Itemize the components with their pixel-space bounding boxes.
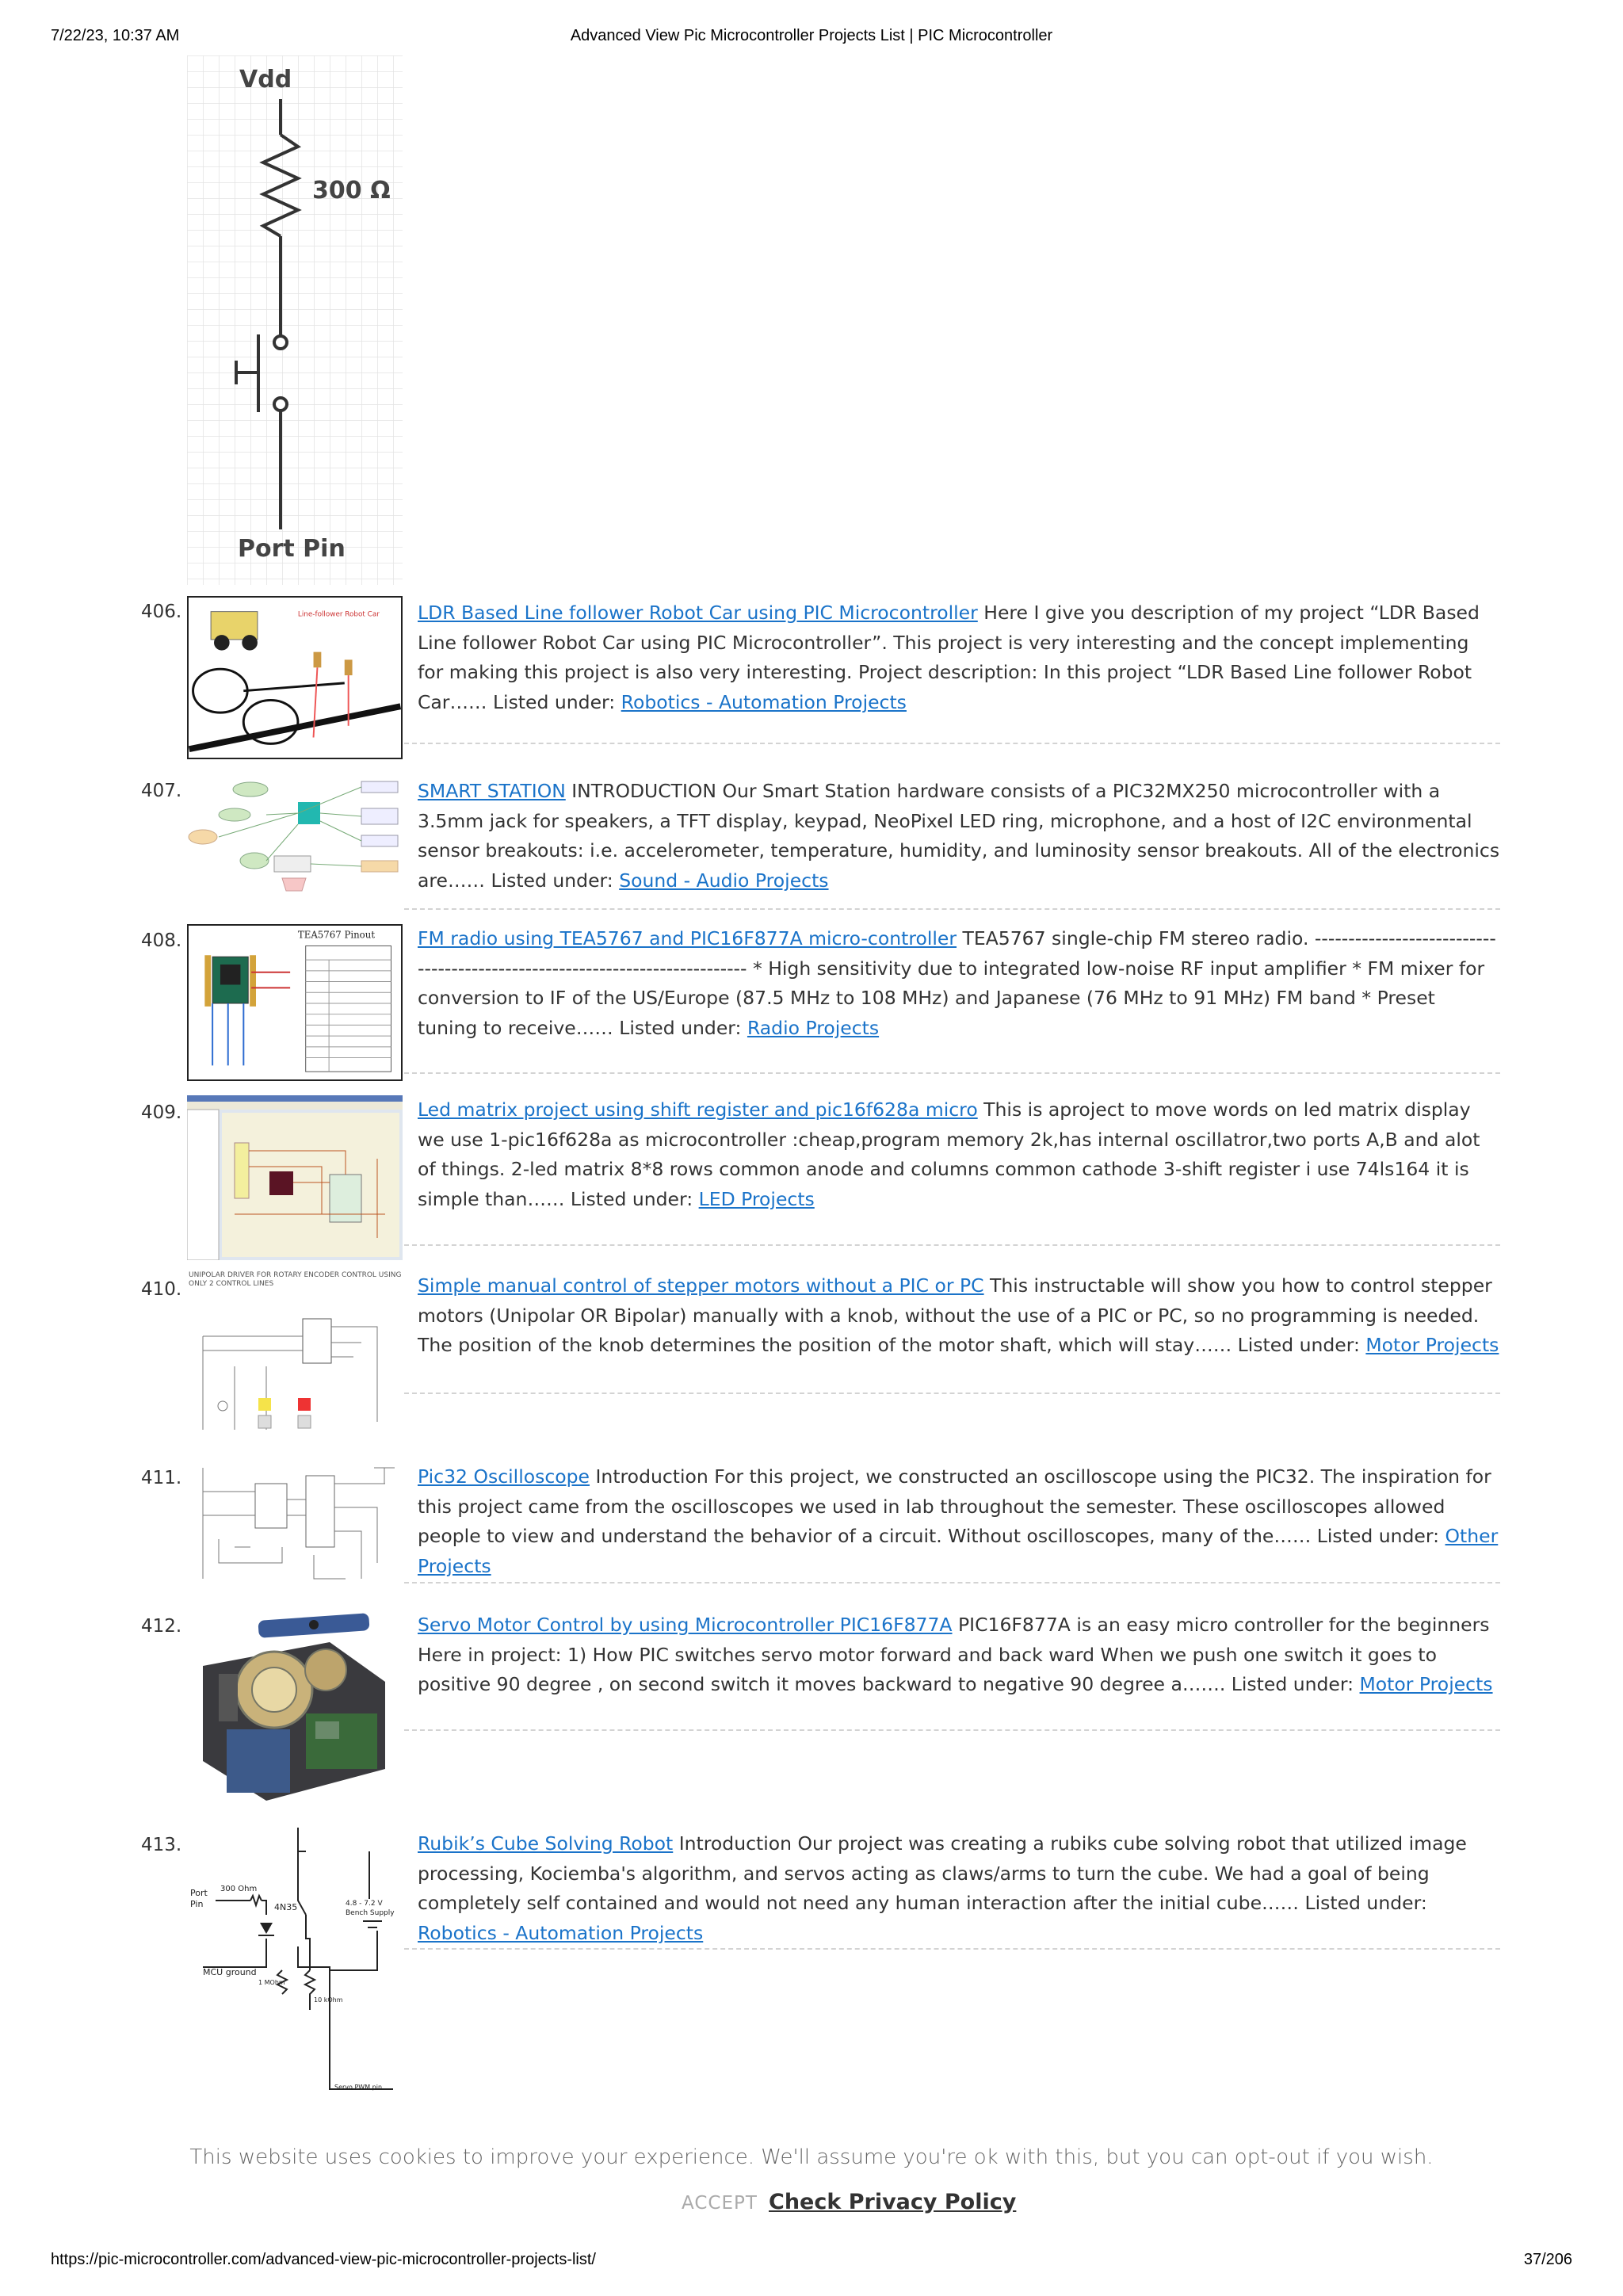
print-page-number: 37/206 [1523,2251,1572,2268]
entry-number: 412. [141,1616,182,1637]
entry-number: 406. [141,602,182,622]
entry-category-link[interactable]: Motor Projects [1365,1334,1499,1356]
entry-separator [404,1244,1500,1246]
svg-text:4.8 - 7.2 V: 4.8 - 7.2 V [346,1900,383,1908]
entry-description: Here I give you description of my project “LDR Based Line follower Robot Car using PIC Microcontroller”. This project is very interesting and the concept implementing for making this project is also very interesting. Project description: In this project “LDR Based Line follower Robot Car…… Listed under: [418,602,1480,713]
entry-411 [418,1462,1500,1581]
svg-text:Bench Supply: Bench Supply [346,1909,395,1917]
entry-description: This instructable will show you how to control stepper motors (Unipolar OR Bipolar) manually with a knob, without the use of a PIC or PC, so no programming is needed. The position of the knob determines the position of the motor shaft, which will stay…… Listed under: [418,1274,1492,1356]
entry-title-link[interactable]: LDR Based Line follower Robot Car using PIC Microcontroller [418,602,978,624]
privacy-policy-link[interactable]: Check Privacy Policy [769,2190,1017,2214]
stepper-driver-thumbnail: UNIPOLAR DRIVER FOR ROTARY ENCODER CONTROL USING ONLY 2 CONTROL LINES [187,1271,403,1444]
entry-description: PIC16F877A is an easy micro controller for the beginners Here in project: 1) How PIC switches servo motor forward and back ward When we push one switch it goes to positive 90 degree , on second switch it moves backward to negative 90 degree a……. Listed under: [418,1614,1490,1695]
entry-category-link[interactable]: LED Projects [698,1187,815,1210]
cookie-banner-message: This website uses cookies to improve your experience. We'll assume you're ok with this, but you can opt-out if you wish. [189,2145,1434,2169]
entry-category-link[interactable]: Sound - Audio Projects [619,869,829,892]
entry-408 [418,924,1500,1043]
entry-number: 408. [141,930,182,951]
svg-text:Line-follower Robot Car: Line-follower Robot Car [297,610,380,619]
svg-text:10 kOhm: 10 kOhm [314,1996,343,2004]
entry-separator [404,1729,1500,1731]
oscilloscope-schematic-thumbnail [187,1460,403,1587]
print-page-title: Advanced View Pic Microcontroller Projects List | PIC Microcontroller [570,27,1053,44]
entry-title-link[interactable]: Pic32 Oscilloscope [418,1465,590,1488]
print-url: https://pic-microcontroller.com/advanced-view-pic-microcontroller-projects-list/ [51,2251,596,2268]
entry-406 [418,598,1500,717]
cookie-accept-button[interactable]: ACCEPT [682,2193,758,2214]
switch-circuit-image [187,55,403,585]
entry-separator [404,1072,1500,1074]
vdd-label: Vdd [239,66,292,94]
entry-number: 410. [141,1279,182,1300]
entry-separator [404,743,1500,744]
servo-motor-photo [187,1610,403,1817]
svg-text:1 MOhm: 1 MOhm [258,1979,285,1986]
smart-station-thumbnail [187,774,403,892]
entry-description: TEA5767 single-chip FM stereo radio. ---------------------------------------------------------------------------- * High sensitivity due to integrated low-noise RF input amplifier * FM mixer for conversion to IF of the US/Europe (87.5 MHz to 108 MHz) and Japanese (76 MHz to 91 MHz) FM band * Preset tuning to receive…… Listed under: [418,927,1496,1039]
entry-number: 411. [141,1468,182,1488]
line-follower-thumbnail [187,596,403,759]
entry-category-link[interactable]: Radio Projects [747,1016,880,1039]
entry-category-link[interactable]: Other Projects [418,1525,1499,1577]
entry-separator [404,1948,1500,1950]
entry-412 [418,1610,1500,1700]
entry-title-link[interactable]: FM radio using TEA5767 and PIC16F877A micro-controller [418,927,957,949]
svg-text:Servo PWM pin: Servo PWM pin [334,2084,383,2091]
svg-text:300 Ohm: 300 Ohm [220,1885,258,1893]
entry-number: 409. [141,1102,182,1123]
entry-title-link[interactable]: Servo Motor Control by using Microcontroller PIC16F877A [418,1614,953,1636]
entry-413 [418,1829,1500,1948]
entry-410 [418,1271,1500,1361]
entry-category-link[interactable]: Robotics - Automation Projects [418,1921,704,1944]
resistor-label: 300 Ω [312,177,391,204]
svg-text:4N35: 4N35 [274,1902,298,1912]
entry-title-link[interactable]: SMART STATION [418,780,566,802]
svg-text:TEA5767 Pinout: TEA5767 Pinout [297,929,376,941]
entry-category-link[interactable]: Motor Projects [1359,1673,1493,1695]
entry-description: This is aproject to move words on led matrix display we use 1-pic16f628a as microcontroller :cheap,program memory 2k,has internal oscillatror,two ports A,B and alot of things. 2-led matrix 8*8 rows common anode and columns common cathode 3-shift register i use 74ls164 it is simple than…… Listed under: [418,1098,1480,1210]
port-pin-label: Port Pin [238,535,346,563]
servo-optocoupler-schematic [187,1828,403,2105]
entry-409 [418,1095,1500,1214]
print-datetime: 7/22/23, 10:37 AM [51,27,180,44]
entry-separator [404,908,1500,910]
entry-title-link[interactable]: Simple manual control of stepper motors without a PIC or PC [418,1274,984,1297]
fm-radio-thumbnail [187,924,403,1081]
entry-number: 407. [141,781,182,801]
entry-title-link[interactable]: Led matrix project using shift register and pic16f628a micro [418,1098,978,1121]
entry-description: Introduction Our project was creating a rubiks cube solving robot that utilized image processing, Kociemba's algorithm, and servos acting as claws/arms to turn the cube. We had a goal of being completely self contained and would not need any human interaction after the initial cube…… Listed under: [418,1832,1467,1914]
entry-407 [418,777,1500,896]
svg-text:Port: Port [190,1888,208,1898]
svg-text:Pin: Pin [190,1899,204,1909]
svg-text:MCU ground: MCU ground [203,1967,257,1977]
entry-description: Introduction For this project, we constructed an oscilloscope using the PIC32. The inspiration for this project came from the oscilloscopes we used in lab throughout the semester. These oscilloscopes allowed people to view and understand the behavior of a circuit. Without oscilloscopes, many of the…… Listed under: [418,1465,1491,1547]
entry-number: 413. [141,1835,182,1855]
entry-separator [404,1582,1500,1584]
entry-title-link[interactable]: Rubik’s Cube Solving Robot [418,1832,674,1855]
entry-category-link[interactable]: Robotics - Automation Projects [621,690,907,713]
entry-description: INTRODUCTION Our Smart Station hardware consists of a PIC32MX250 microcontroller with a 3.5mm jack for speakers, a TFT display, keypad, NeoPixel LED ring, microphone, and a host of I2C environmental sensor breakouts: i.e. accelerometer, temperature, humidity, and luminosity sensor breakouts. All of the electronics are…… Listed under: [418,780,1500,892]
led-matrix-thumbnail [187,1095,403,1260]
entry-separator [404,1392,1500,1394]
